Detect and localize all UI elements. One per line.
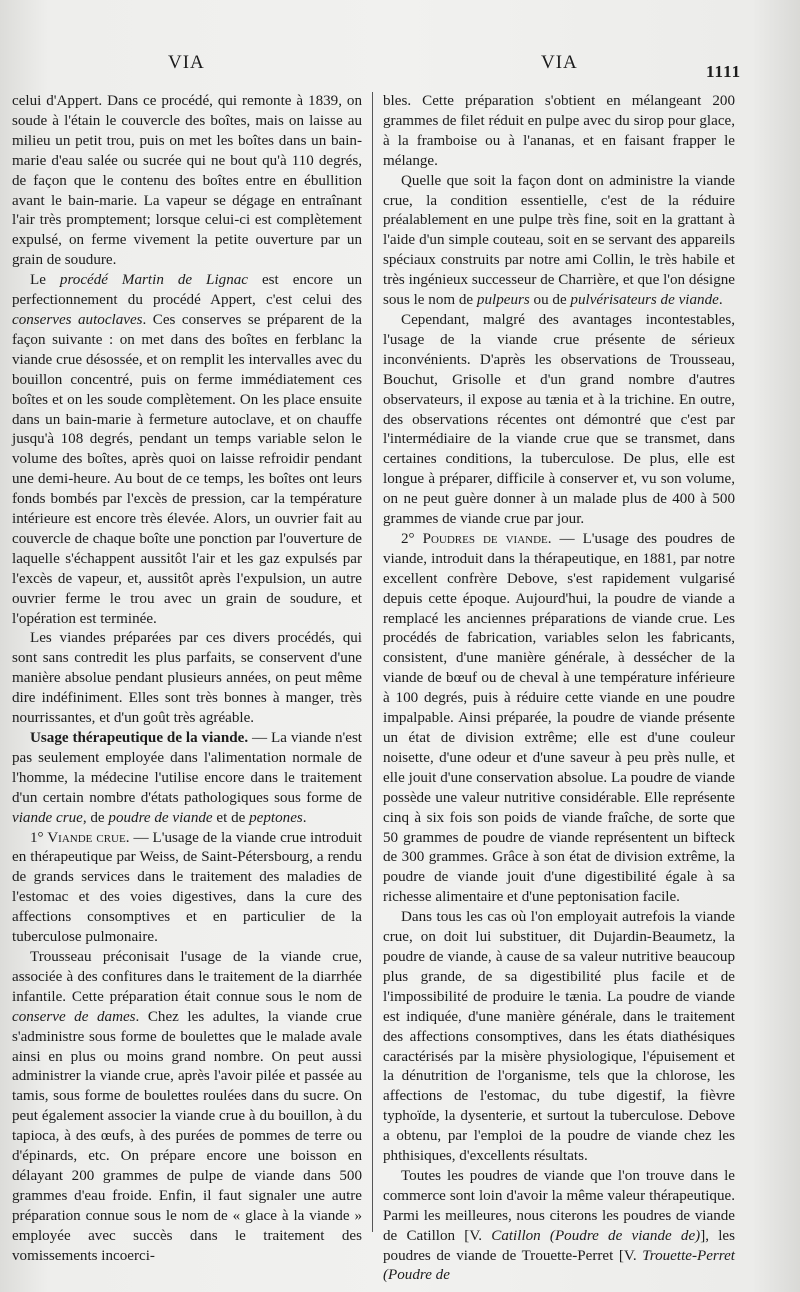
paragraph-pulpe: Quelle que soit la façon dont on administre la viande crue, la condition essentielle, c'est de la réduire préalablement en une pulpe très fine, soit en la grattant à l'aide d'un simple couteau, soit en se servant des appareils spéciaux construits par notre ami Collin, le très habile et très ingénieux successeur de Charrière, et que l'on désigne sous le nom de pulpeurs ou de pulvérisateurs de viande.: [383, 172, 735, 309]
page-number: 1111: [706, 62, 742, 81]
paragraph-commerce: Toutes les poudres de viande que l'on trouve dans le commerce sont loin d'avoir la même valeur thérapeutique. Parmi les meilleures, nous citerons les poudres de viande de Catillon [V. Catillon (Poudre de viande de)], les poudres de viande de Trouette-Perret [V. Trouette-Perret (Poudre de: [383, 1167, 735, 1284]
paragraph-trousseau: Trousseau préconisait l'usage de la viande crue, associée à des confitures dans le traitement de la diarrhée infantile. Cette préparation était connue sous le nom de conserve de dames. Chez les adultes, la viande crue s'administre sous forme de boulettes que le malade avale ainsi en plus ou moins grand nombre. On peut aussi administrer la viande crue, après l'avoir pilée et passée au tamis, sous forme de boulettes roulées dans du sucre. On peut également associer la viande crue à du bouillon, à du tapioca, à des œufs, à des purées de pommes de terre ou d'épinards, etc. On prépare encore une boisson en délayant 200 grammes de pulpe de viande dans 500 grammes d'eau froide. Enfin, il faut signaler une autre préparation connue sous le nom de « glace à la viande » employée avec succès dans le traitement des vomissements incoerci-: [12, 948, 362, 1264]
subsection-heading-poudres: 2° Poudres de viande.: [401, 530, 552, 547]
paragraph-conservation: Les viandes préparées par ces divers procédés, qui sont sans contredit les plus parfaits, se conservent d'une manière absolue pendant plusieurs années, on peut même dire indéfiniment. Elles sont très bonnes à manger, très nourrissantes, et d'un goût très agréable.: [12, 630, 362, 727]
right-column: [383, 92, 735, 1286]
paragraph-dujardin-beaumetz: Dans tous les cas où l'on employait autrefois la viande crue, on doit lui substituer, dit Dujardin-Beaumetz, la poudre de viande, à cause de sa valeur nutritive beaucoup plus grande, de sa digestibilité plus facile et de l'impossibilité de produire le tænia. La poudre de viande est indiquée, d'une manière générale, dans le traitement des affections consomptives, dans les états diathésiques caractérisés par la misère physiologique, l'épuisement et la dénutrition de l'organisme, tels que la chlorose, les affections de l'estomac, du tube digestif, la fièvre typhoïde, la dysenterie, et surtout la tuberculose. Debove a obtenu, par l'emploi de la poudre de viande chez les phthisiques, d'excellents résultats.: [383, 909, 735, 1165]
section-heading-therapeutic: Usage thérapeutique de la viande.: [30, 730, 249, 746]
left-column: [12, 92, 362, 1266]
paragraph-therapeutic-use: Usage thérapeutique de la viande. — La viande n'est pas seulement employée dans l'alimentation normale de l'homme, la médecine l'utilise encore dans le traitement d'un certain nombre d'états pathologiques sous forme de viande crue, de poudre de viande et de peptones.: [12, 730, 363, 826]
column-divider: [372, 92, 373, 1232]
paragraph-appert-process: celui d'Appert. Dans ce procédé, qui remonte à 1839, on soude à l'étain le couvercle des boîtes, mais on laisse au milieu un petit trou, puis on met les boîtes dans un bain-marie d'eau salée ou sucrée qui ne bout qu'à 110 degrés, de façon que le contenu des boîtes entre en ébullition avant le bain-marie. La vapeur se dégage en entraînant l'air très promptement; lorsque celui-ci est complètement expulsé, on ferme vivement la petite ouverture par un grain de soudure.: [12, 93, 362, 269]
paragraph-poudres: 2° Poudres de viande. — L'usage des poudres de viande, introduit dans la thérapeutique, en 1881, par notre excellent confrère Debove, s'est rapidement vulgarisé depuis cette époque. Aujourd'hui, la poudre de viande a remplacé les anciennes préparations de viande crue. Les procédés de fabrication, variables selon les fabricants, consistent, d'une manière générale, à dessécher de la viande de bœuf ou de cheval à une température inférieure à 100 degrés, puis à réduire cette viande en une poudre impalpable. Ainsi préparée, la poudre de viande présente un état de division extrême; elle est d'une couleur noisette, d'une odeur et d'une saveur à peu près nulle, et elle jouit d'une conservation absolue. La poudre de viande possède une valeur nutritive considérable. Elle représente cinq à six fois son poids de viande fraîche, de sorte que 50 grammes de poudre de viande représentent un bifteck de 300 grammes. Grâce à son état de division extrême, la poudre de viande jouit d'une digestibilité égale à sa richesse alimentaire et d'une peptonisation facile.: [383, 530, 735, 906]
paragraph-inconvenients: Cependant, malgré des avantages incontestables, l'usage de la viande crue présente de sérieux inconvénients. D'après les observations de Trousseau, Bouchut, Grisolle et d'un grand nombre d'autres observateurs, il expose au tænia et à la trichine. En outre, des observations récentes ont démontré que c'est par l'intermédiaire de la viande crue que se transmet, dans certaines conditions, la tuberculose. De plus, elle est longue à préparer, difficile à conserver et, vu son volume, on ne peut guère donner à un malade plus de 400 à 500 grammes de viande crue par jour.: [383, 311, 735, 528]
paragraph-martin-de-lignac: Le procédé Martin de Lignac est encore un perfectionnement du procédé Appert, c'est celui des conserves autoclaves. Ces conserves se préparent de la façon suivante : on met dans des boîtes en ferblanc la viande crue désossée, et on remplit les intervalles avec du bouillon concentré, puis on ferme immédiatement ces boîtes et on les soude complètement. On les place ensuite dans un bain-marie à fermeture autoclave, et on chauffe jusqu'à 108 degrés, pendant un temps variable selon le volume des boîtes, après quoi on laisse refroidir pendant une demi-heure. Au bout de ce temps, les boîtes ont leurs fonds bombés par l'excès de pression, car la température intérieure est encore très élevée. Alors, un ouvrier fait au couvercle de chaque boîte une ponction par l'ouverture de laquelle s'échappent aussitôt l'air et les gaz expulsés par l'excès de vapeur, et, aussitôt après l'expulsion, un autre ouvrier ferme le trou avec un grain de soudure, et l'opération est terminée.: [12, 272, 362, 627]
subsection-heading-viande-crue: 1° Viande crue.: [30, 829, 130, 846]
paragraph-glace-preparation: bles. Cette préparation s'obtient en mélangeant 200 grammes de filet réduit en pulpe avec du sirop pour glace, à la framboise ou à l'ananas, et en faisant frapper le mélange.: [383, 93, 735, 169]
running-head-right: VIA: [541, 52, 578, 73]
paragraph-viande-crue: 1° Viande crue. — L'usage de la viande crue introduit en thérapeutique par Weiss, de Saint-Pétersbourg, a rendu de grands services dans le traitement des maladies de l'estomac et des voies digestives, dans la cure des affections consomptives et en particulier de la tuberculose pulmonaire.: [12, 829, 362, 946]
running-head-left: VIA: [168, 52, 205, 73]
